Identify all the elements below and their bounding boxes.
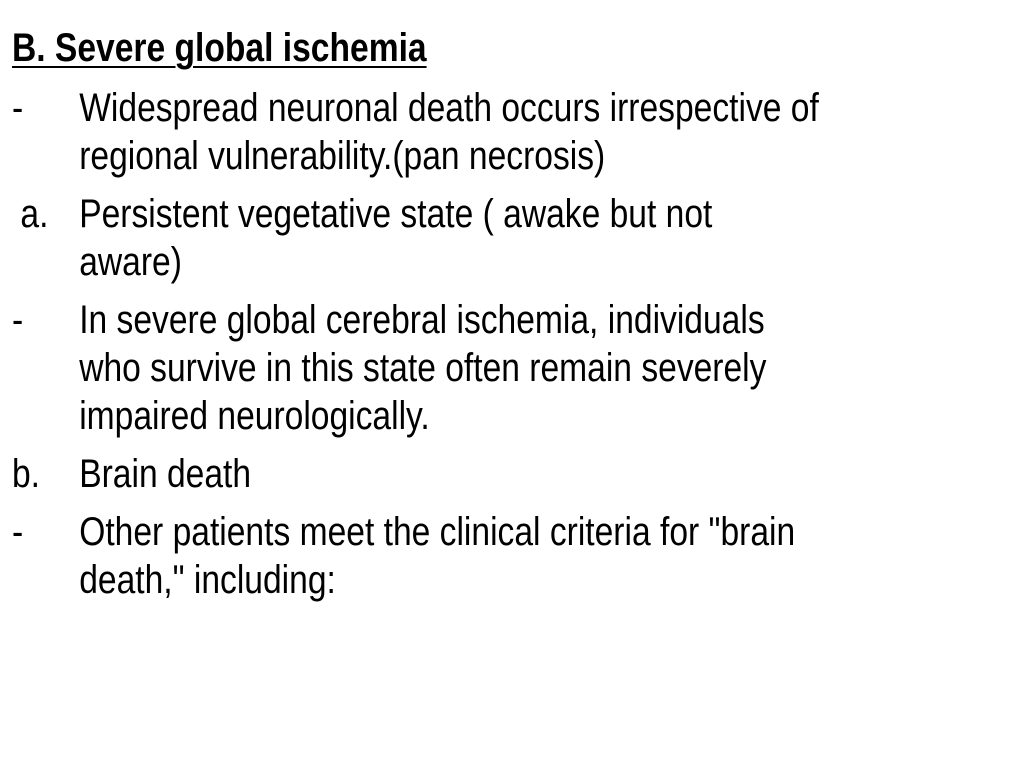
bullet-text-line: who survive in this state often remain severely xyxy=(79,346,767,390)
list-marker: b. xyxy=(12,452,41,496)
list-item-brain-death xyxy=(12,450,852,498)
bullet-marker: - xyxy=(12,510,24,554)
list-item-vegetative-state xyxy=(12,190,852,286)
bullet-marker: - xyxy=(12,86,24,130)
bullet-marker: - xyxy=(12,298,24,342)
list-text-line: Brain death xyxy=(79,452,252,496)
bullet-item-widespread-death xyxy=(12,84,852,180)
bullet-text-line: Widespread neuronal death occurs irrespective of xyxy=(79,86,819,130)
list-marker: a. xyxy=(20,192,49,236)
bullet-item-survivors-impaired xyxy=(12,296,852,440)
bullet-text-line: regional vulnerability.(pan necrosis) xyxy=(79,134,606,178)
bullet-item-clinical-criteria xyxy=(12,508,852,604)
bullet-text-line: impaired neurologically. xyxy=(79,394,430,438)
slide-content xyxy=(12,24,1012,614)
list-text-line: Persistent vegetative state ( awake but not xyxy=(79,192,713,236)
slide-heading: B. Severe global ischemia xyxy=(12,26,427,70)
bullet-text-line: In severe global cerebral ischemia, individuals xyxy=(79,298,765,342)
bullet-text-line: Other patients meet the clinical criteria for "brain xyxy=(79,510,796,554)
list-text-line: aware) xyxy=(79,240,182,284)
bullet-text-line: death," including: xyxy=(79,558,336,602)
